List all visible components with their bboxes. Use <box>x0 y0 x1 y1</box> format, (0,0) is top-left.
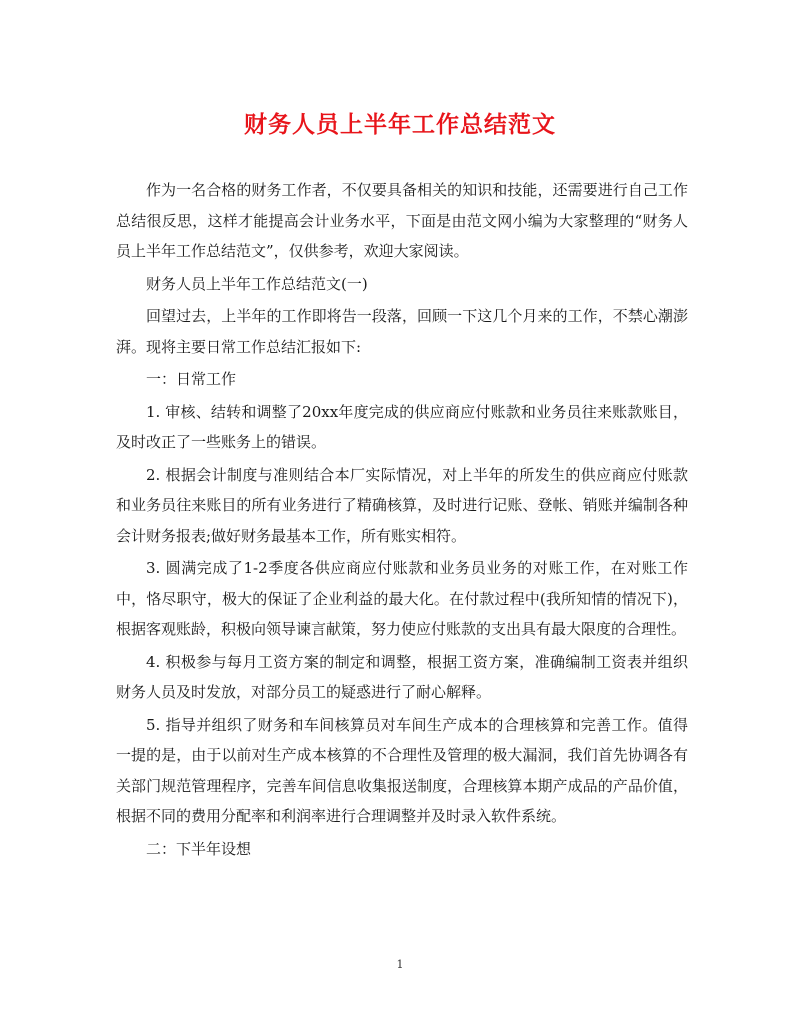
paragraph-item-4: 4. 积极参与每月工资方案的制定和调整，根据工资方案，准确编制工资表并组织财务人员及时发放，对部分员工的疑惑进行了耐心解释。 <box>116 652 688 701</box>
paragraph-subtitle: 财务人员上半年工作总结范文(一) <box>146 274 368 293</box>
paragraph-item-3: 3. 圆满完成了1-2季度各供应商应付账款和业务员业务的对账工作，在对账工作中，恪尽职守，极大的保证了企业利益的最大化。在付款过程中(我所知情的情况下)，根据客观账龄，积极向领导谏言献策，努力使应付账款的支出具有最大限度的合理性。 <box>116 559 688 638</box>
paragraph-intro: 作为一名合格的财务工作者，不仅要具备相关的知识和技能，还需要进行自己工作总结很反思，这样才能提高会计业务水平，下面是由范文网小编为大家整理的“财务人员上半年工作总结范文”，仅供参考，欢迎大家阅读。 <box>116 181 688 260</box>
section-heading-second-half: 二：下半年设想 <box>146 839 252 858</box>
paragraph-item-5: 5. 指导并组织了财务和车间核算员对车间生产成本的合理核算和完善工作。值得一提的是，由于以前对生产成本核算的不合理性及管理的极大漏洞，我们首先协调各有关部门规范管理程序，完善车间信息收集报送制度，合理核算本期产成品的产品价值，根据不同的费用分配率和利润率进行合理调整并及时录入软件系统。 <box>116 715 688 825</box>
paragraph-review: 回望过去，上半年的工作即将告一段落，回顾一下这几个月来的工作，不禁心潮澎湃。现将主要日常工作总结汇报如下: <box>116 307 688 356</box>
document-body <box>116 175 688 866</box>
paragraph-item-2: 2. 根据会计制度与准则结合本厂实际情况，对上半年的所发生的供应商应付账款和业务员往来账目的所有业务进行了精确核算，及时进行记账、登帐、销账并编制各种会计财务报表;做好财务最基本工作，所有账实相符。 <box>116 465 688 545</box>
section-heading-daily-work: 一：日常工作 <box>146 370 237 388</box>
page-number: 1 <box>396 958 404 971</box>
document-title: 财务人员上半年工作总结范文 <box>244 111 556 138</box>
paragraph-item-1: 1. 审核、结转和调整了20xx年度完成的供应商应付账款和业务员往来账款账目，及时改正了一些账务上的错误。 <box>116 402 688 451</box>
